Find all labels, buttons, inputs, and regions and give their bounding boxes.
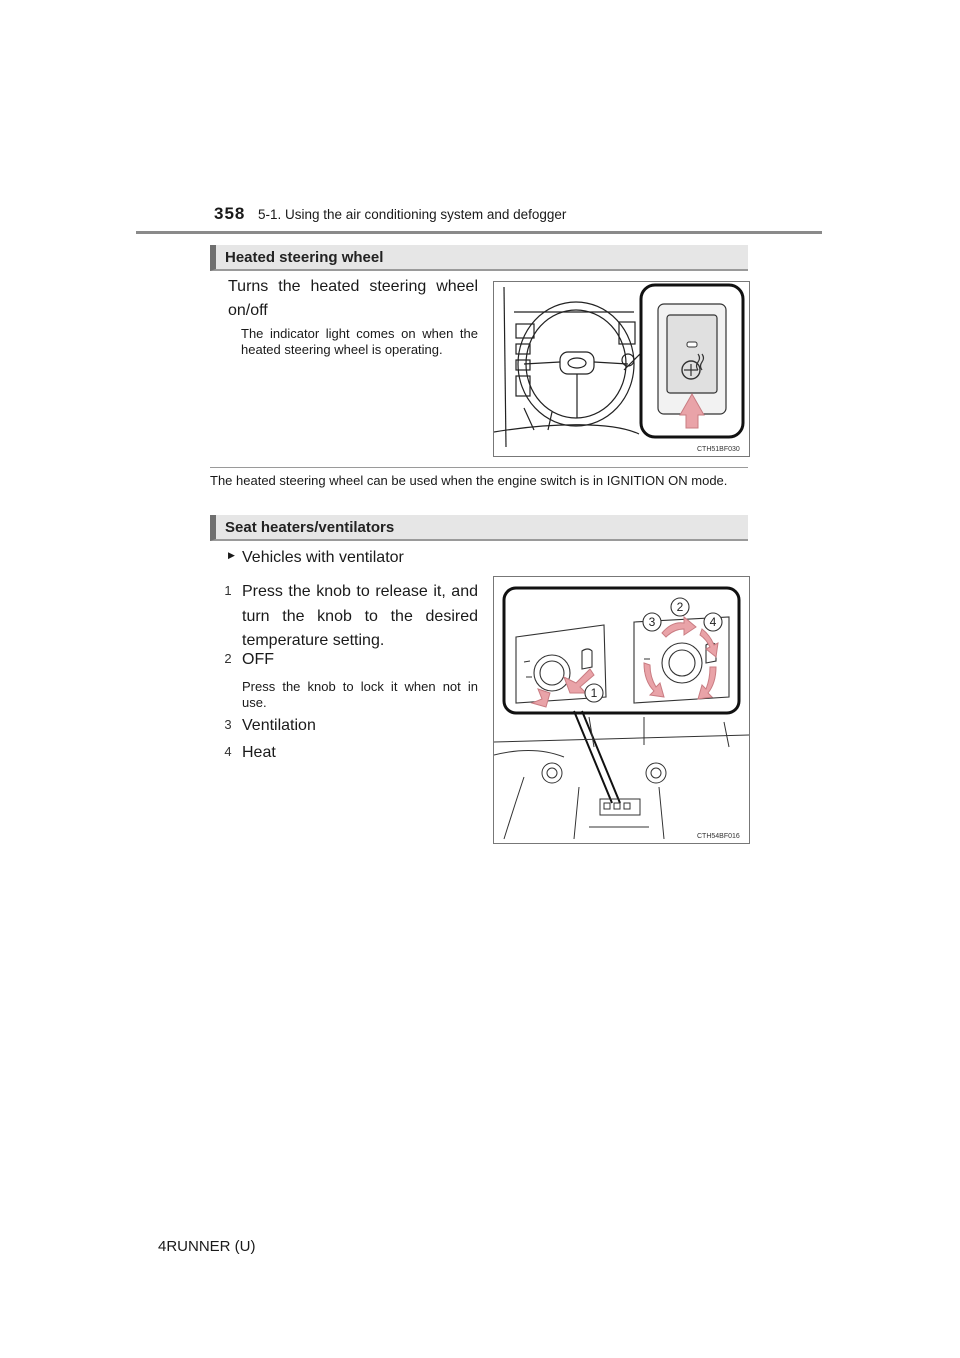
note-divider [210,467,748,468]
callout-3: 3 [648,615,656,629]
heated-steering-illustration [493,281,750,457]
heat-label: Heat [242,744,276,761]
figure-code: CTH51BF030 [697,446,740,453]
vehicle-type-label: Vehicles with ventilator [242,549,404,566]
figure-code: CTH54BF016 [697,833,740,840]
header-divider [136,231,822,234]
off-label: OFF [242,651,274,668]
item-number: 4 [224,744,232,759]
section-heading-text: Seat heaters/ventilators [225,519,395,536]
triangle-bullet-icon: ▶ [228,550,235,560]
heated-steering-description: Turns the heated steering wheel on/off [228,278,478,319]
seat-heater-illustration [493,576,750,844]
usage-note: The heated steering wheel can be used when the engine switch is in IGNITION ON mode. [210,473,728,488]
indicator-note: The indicator light comes on when the heated steering wheel is operating. [241,326,478,357]
model-footer: 4RUNNER (U) [158,1238,256,1255]
section-heading-heated-steering [210,245,748,271]
section-heading-text: Heated steering wheel [225,249,384,266]
seat-knob-drawing [494,577,749,843]
callout-1: 1 [590,686,598,700]
step-1-text: Press the knob to release it, and turn the knob to the desired temperature setting. [242,583,478,649]
callout-4: 4 [709,615,717,629]
callout-2: 2 [676,600,684,614]
section-heading-seat-heaters [210,515,748,541]
off-note: Press the knob to lock it when not in use. [242,679,478,710]
ventilation-label: Ventilation [242,717,316,734]
chapter-title: 5-1. Using the air conditioning system and defogger [258,207,567,222]
item-number: 3 [224,717,232,732]
item-number: 1 [224,583,232,598]
item-number: 2 [224,651,232,666]
steering-switch-drawing [494,282,749,456]
page-number: 358 [214,204,246,223]
